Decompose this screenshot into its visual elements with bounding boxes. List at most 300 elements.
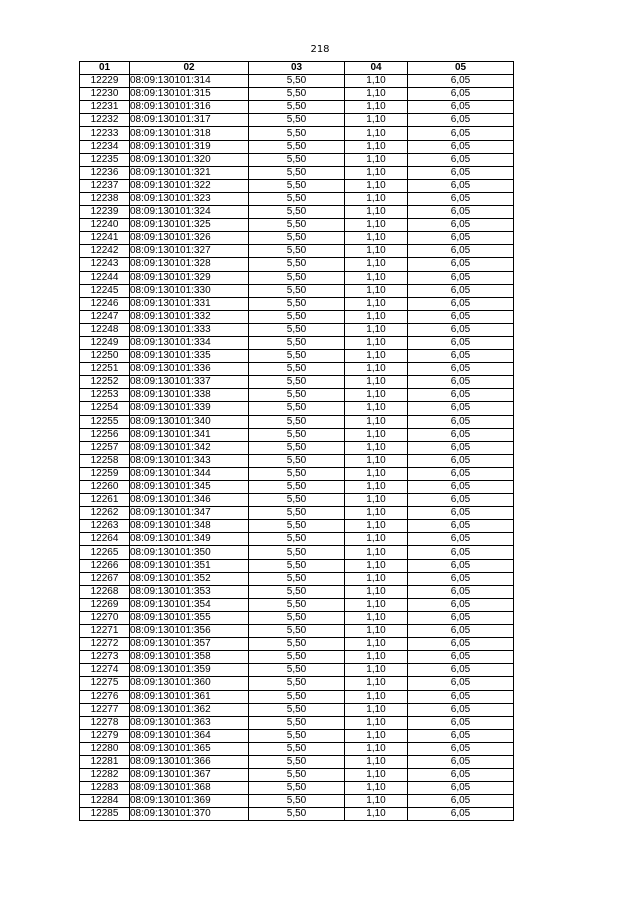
column-header-04: 04 (345, 62, 408, 75)
table-cell-col-5: 6,05 (408, 88, 514, 101)
table-row (80, 336, 514, 349)
table-cell-col-5: 6,05 (408, 336, 514, 349)
table-cell-col-4: 1,10 (345, 716, 408, 729)
table-row (80, 782, 514, 795)
table-cell-col-4: 1,10 (345, 808, 408, 821)
table-row (80, 153, 514, 166)
table-cell-col-1: 12271 (80, 625, 130, 638)
table-cell-col-3: 5,50 (249, 533, 345, 546)
table-row (80, 742, 514, 755)
table-cell-col-4: 1,10 (345, 219, 408, 232)
table-cell-col-2: 08:09:130101:340 (130, 415, 249, 428)
table-cell-col-3: 5,50 (249, 664, 345, 677)
table-cell-col-2: 08:09:130101:336 (130, 363, 249, 376)
table-cell-col-3: 5,50 (249, 795, 345, 808)
table-cell-col-2: 08:09:130101:362 (130, 703, 249, 716)
table-cell-col-3: 5,50 (249, 75, 345, 88)
table-cell-col-1: 12263 (80, 520, 130, 533)
table-row (80, 101, 514, 114)
table-cell-col-4: 1,10 (345, 651, 408, 664)
table-row (80, 350, 514, 363)
table-cell-col-3: 5,50 (249, 782, 345, 795)
table-cell-col-1: 12279 (80, 729, 130, 742)
table-cell-col-2: 08:09:130101:316 (130, 101, 249, 114)
table-cell-col-5: 6,05 (408, 101, 514, 114)
table-cell-col-5: 6,05 (408, 415, 514, 428)
table-cell-col-4: 1,10 (345, 192, 408, 205)
table-cell-col-2: 08:09:130101:369 (130, 795, 249, 808)
table-cell-col-1: 12253 (80, 389, 130, 402)
table-cell-col-2: 08:09:130101:341 (130, 428, 249, 441)
table-row (80, 219, 514, 232)
table-cell-col-4: 1,10 (345, 664, 408, 677)
table-cell-col-3: 5,50 (249, 179, 345, 192)
table-cell-col-3: 5,50 (249, 402, 345, 415)
table-cell-col-1: 12281 (80, 755, 130, 768)
table-cell-col-5: 6,05 (408, 520, 514, 533)
table-cell-col-2: 08:09:130101:344 (130, 467, 249, 480)
table-cell-col-3: 5,50 (249, 219, 345, 232)
table-cell-col-4: 1,10 (345, 75, 408, 88)
table-cell-col-3: 5,50 (249, 114, 345, 127)
table-cell-col-3: 5,50 (249, 363, 345, 376)
table-cell-col-5: 6,05 (408, 219, 514, 232)
table-cell-col-5: 6,05 (408, 140, 514, 153)
table-cell-col-2: 08:09:130101:319 (130, 140, 249, 153)
table-cell-col-1: 12232 (80, 114, 130, 127)
table-row (80, 664, 514, 677)
table-cell-col-3: 5,50 (249, 350, 345, 363)
table-row (80, 690, 514, 703)
table-cell-col-3: 5,50 (249, 585, 345, 598)
table-cell-col-4: 1,10 (345, 729, 408, 742)
table-cell-col-2: 08:09:130101:352 (130, 572, 249, 585)
table-cell-col-5: 6,05 (408, 625, 514, 638)
table-cell-col-4: 1,10 (345, 114, 408, 127)
table-cell-col-1: 12264 (80, 533, 130, 546)
table-cell-col-5: 6,05 (408, 716, 514, 729)
table-row (80, 297, 514, 310)
table-row (80, 559, 514, 572)
table-cell-col-4: 1,10 (345, 559, 408, 572)
table-cell-col-2: 08:09:130101:345 (130, 481, 249, 494)
table-cell-col-1: 12251 (80, 363, 130, 376)
table-cell-col-1: 12247 (80, 310, 130, 323)
table-cell-col-1: 12256 (80, 428, 130, 441)
table-cell-col-4: 1,10 (345, 585, 408, 598)
table-cell-col-5: 6,05 (408, 559, 514, 572)
table-cell-col-2: 08:09:130101:349 (130, 533, 249, 546)
table-cell-col-1: 12250 (80, 350, 130, 363)
table-cell-col-4: 1,10 (345, 271, 408, 284)
table-row (80, 192, 514, 205)
table-cell-col-1: 12262 (80, 507, 130, 520)
table-cell-col-1: 12244 (80, 271, 130, 284)
table-cell-col-1: 12239 (80, 206, 130, 219)
table-cell-col-1: 12258 (80, 454, 130, 467)
column-header-01: 01 (80, 62, 130, 75)
table-cell-col-1: 12237 (80, 179, 130, 192)
table-cell-col-4: 1,10 (345, 232, 408, 245)
table-cell-col-2: 08:09:130101:337 (130, 376, 249, 389)
table-cell-col-2: 08:09:130101:351 (130, 559, 249, 572)
table-cell-col-1: 12252 (80, 376, 130, 389)
table-cell-col-1: 12254 (80, 402, 130, 415)
data-table (79, 61, 514, 821)
table-cell-col-3: 5,50 (249, 88, 345, 101)
table-cell-col-3: 5,50 (249, 677, 345, 690)
table-cell-col-1: 12269 (80, 598, 130, 611)
table-cell-col-3: 5,50 (249, 323, 345, 336)
table-cell-col-2: 08:09:130101:347 (130, 507, 249, 520)
table-cell-col-5: 6,05 (408, 114, 514, 127)
table-cell-col-2: 08:09:130101:325 (130, 219, 249, 232)
table-cell-col-4: 1,10 (345, 428, 408, 441)
table-cell-col-3: 5,50 (249, 454, 345, 467)
table-cell-col-1: 12235 (80, 153, 130, 166)
table-cell-col-1: 12285 (80, 808, 130, 821)
table-row (80, 127, 514, 140)
table-cell-col-1: 12268 (80, 585, 130, 598)
table-row (80, 755, 514, 768)
table-cell-col-5: 6,05 (408, 310, 514, 323)
table-cell-col-3: 5,50 (249, 271, 345, 284)
table-cell-col-4: 1,10 (345, 206, 408, 219)
table-cell-col-5: 6,05 (408, 297, 514, 310)
table-cell-col-5: 6,05 (408, 350, 514, 363)
table-cell-col-2: 08:09:130101:329 (130, 271, 249, 284)
table-cell-col-3: 5,50 (249, 467, 345, 480)
table-cell-col-4: 1,10 (345, 795, 408, 808)
table-row (80, 179, 514, 192)
table-row (80, 363, 514, 376)
table-row (80, 481, 514, 494)
table-cell-col-4: 1,10 (345, 677, 408, 690)
table-cell-col-1: 12277 (80, 703, 130, 716)
table-cell-col-5: 6,05 (408, 598, 514, 611)
table-cell-col-2: 08:09:130101:360 (130, 677, 249, 690)
table-row (80, 114, 514, 127)
table-cell-col-2: 08:09:130101:367 (130, 769, 249, 782)
table-cell-col-5: 6,05 (408, 232, 514, 245)
table-cell-col-5: 6,05 (408, 323, 514, 336)
table-cell-col-4: 1,10 (345, 179, 408, 192)
table-cell-col-3: 5,50 (249, 769, 345, 782)
table-cell-col-2: 08:09:130101:317 (130, 114, 249, 127)
table-cell-col-5: 6,05 (408, 572, 514, 585)
table-cell-col-3: 5,50 (249, 336, 345, 349)
table-cell-col-4: 1,10 (345, 533, 408, 546)
table-cell-col-2: 08:09:130101:366 (130, 755, 249, 768)
table-cell-col-1: 12282 (80, 769, 130, 782)
table-cell-col-2: 08:09:130101:346 (130, 494, 249, 507)
table-cell-col-5: 6,05 (408, 206, 514, 219)
table-cell-col-1: 12243 (80, 258, 130, 271)
table-cell-col-4: 1,10 (345, 363, 408, 376)
table-row (80, 284, 514, 297)
table-cell-col-2: 08:09:130101:348 (130, 520, 249, 533)
table-row (80, 625, 514, 638)
table-cell-col-2: 08:09:130101:356 (130, 625, 249, 638)
table-cell-col-3: 5,50 (249, 625, 345, 638)
table-cell-col-2: 08:09:130101:334 (130, 336, 249, 349)
table-row (80, 808, 514, 821)
table-cell-col-4: 1,10 (345, 376, 408, 389)
table-cell-col-2: 08:09:130101:320 (130, 153, 249, 166)
table-cell-col-2: 08:09:130101:364 (130, 729, 249, 742)
table-cell-col-4: 1,10 (345, 88, 408, 101)
table-cell-col-4: 1,10 (345, 245, 408, 258)
table-cell-col-3: 5,50 (249, 376, 345, 389)
table-cell-col-3: 5,50 (249, 140, 345, 153)
table-cell-col-5: 6,05 (408, 153, 514, 166)
table-cell-col-1: 12230 (80, 88, 130, 101)
table-cell-col-5: 6,05 (408, 664, 514, 677)
table-cell-col-4: 1,10 (345, 625, 408, 638)
table-cell-col-4: 1,10 (345, 101, 408, 114)
table-cell-col-2: 08:09:130101:338 (130, 389, 249, 402)
table-cell-col-2: 08:09:130101:327 (130, 245, 249, 258)
table-cell-col-4: 1,10 (345, 769, 408, 782)
table-cell-col-5: 6,05 (408, 271, 514, 284)
table-row (80, 572, 514, 585)
table-cell-col-4: 1,10 (345, 153, 408, 166)
table-cell-col-4: 1,10 (345, 742, 408, 755)
table-cell-col-4: 1,10 (345, 310, 408, 323)
table-cell-col-5: 6,05 (408, 192, 514, 205)
table-cell-col-5: 6,05 (408, 454, 514, 467)
table-cell-col-2: 08:09:130101:323 (130, 192, 249, 205)
table-cell-col-2: 08:09:130101:331 (130, 297, 249, 310)
table-cell-col-1: 12267 (80, 572, 130, 585)
table-cell-col-2: 08:09:130101:343 (130, 454, 249, 467)
table-cell-col-4: 1,10 (345, 520, 408, 533)
table-cell-col-4: 1,10 (345, 494, 408, 507)
table-cell-col-4: 1,10 (345, 782, 408, 795)
table-cell-col-5: 6,05 (408, 258, 514, 271)
table-cell-col-4: 1,10 (345, 638, 408, 651)
table-cell-col-5: 6,05 (408, 507, 514, 520)
table-cell-col-2: 08:09:130101:318 (130, 127, 249, 140)
table-cell-col-3: 5,50 (249, 808, 345, 821)
table-cell-col-4: 1,10 (345, 140, 408, 153)
table-cell-col-1: 12255 (80, 415, 130, 428)
table-row (80, 467, 514, 480)
table-cell-col-3: 5,50 (249, 638, 345, 651)
table-cell-col-5: 6,05 (408, 75, 514, 88)
table-row (80, 716, 514, 729)
table-row (80, 75, 514, 88)
table-row (80, 428, 514, 441)
table-cell-col-4: 1,10 (345, 481, 408, 494)
table-row (80, 520, 514, 533)
table-cell-col-5: 6,05 (408, 494, 514, 507)
table-cell-col-5: 6,05 (408, 402, 514, 415)
table-row (80, 271, 514, 284)
table-cell-col-3: 5,50 (249, 232, 345, 245)
table-cell-col-5: 6,05 (408, 729, 514, 742)
table-cell-col-3: 5,50 (249, 101, 345, 114)
table-cell-col-3: 5,50 (249, 690, 345, 703)
table-row (80, 166, 514, 179)
table-cell-col-4: 1,10 (345, 127, 408, 140)
table-cell-col-1: 12233 (80, 127, 130, 140)
table-header-row (80, 62, 514, 75)
column-header-02: 02 (130, 62, 249, 75)
table-row (80, 795, 514, 808)
table-cell-col-1: 12242 (80, 245, 130, 258)
table-cell-col-2: 08:09:130101:354 (130, 598, 249, 611)
table-cell-col-3: 5,50 (249, 258, 345, 271)
table-cell-col-1: 12261 (80, 494, 130, 507)
table-row (80, 415, 514, 428)
table-cell-col-4: 1,10 (345, 611, 408, 624)
table-cell-col-3: 5,50 (249, 192, 345, 205)
table-row (80, 494, 514, 507)
table-row (80, 206, 514, 219)
table-row (80, 638, 514, 651)
table-cell-col-3: 5,50 (249, 153, 345, 166)
column-header-05: 05 (408, 62, 514, 75)
table-cell-col-5: 6,05 (408, 284, 514, 297)
table-cell-col-5: 6,05 (408, 795, 514, 808)
table-cell-col-5: 6,05 (408, 769, 514, 782)
table-cell-col-5: 6,05 (408, 533, 514, 546)
table-cell-col-1: 12248 (80, 323, 130, 336)
table-cell-col-1: 12270 (80, 611, 130, 624)
table-cell-col-4: 1,10 (345, 441, 408, 454)
table-cell-col-3: 5,50 (249, 481, 345, 494)
table-cell-col-1: 12274 (80, 664, 130, 677)
table-cell-col-1: 12246 (80, 297, 130, 310)
table-cell-col-2: 08:09:130101:365 (130, 742, 249, 755)
table-cell-col-1: 12265 (80, 546, 130, 559)
table-row (80, 323, 514, 336)
table-cell-col-1: 12236 (80, 166, 130, 179)
table-row (80, 533, 514, 546)
table-row (80, 769, 514, 782)
table-cell-col-1: 12257 (80, 441, 130, 454)
table-cell-col-5: 6,05 (408, 363, 514, 376)
table-cell-col-4: 1,10 (345, 402, 408, 415)
table-cell-col-1: 12240 (80, 219, 130, 232)
table-cell-col-5: 6,05 (408, 690, 514, 703)
table-cell-col-3: 5,50 (249, 546, 345, 559)
table-cell-col-3: 5,50 (249, 703, 345, 716)
table-cell-col-5: 6,05 (408, 755, 514, 768)
table-cell-col-4: 1,10 (345, 755, 408, 768)
table-cell-col-5: 6,05 (408, 742, 514, 755)
table-cell-col-2: 08:09:130101:357 (130, 638, 249, 651)
table-cell-col-5: 6,05 (408, 808, 514, 821)
table-cell-col-3: 5,50 (249, 127, 345, 140)
table-cell-col-3: 5,50 (249, 494, 345, 507)
table-cell-col-2: 08:09:130101:363 (130, 716, 249, 729)
table-cell-col-3: 5,50 (249, 651, 345, 664)
table-row (80, 402, 514, 415)
table-cell-col-2: 08:09:130101:333 (130, 323, 249, 336)
table-cell-col-3: 5,50 (249, 415, 345, 428)
table-cell-col-1: 12276 (80, 690, 130, 703)
table-cell-col-4: 1,10 (345, 323, 408, 336)
table-cell-col-3: 5,50 (249, 428, 345, 441)
table-cell-col-2: 08:09:130101:353 (130, 585, 249, 598)
table-cell-col-1: 12273 (80, 651, 130, 664)
table-cell-col-4: 1,10 (345, 598, 408, 611)
table-cell-col-2: 08:09:130101:361 (130, 690, 249, 703)
table-cell-col-1: 12278 (80, 716, 130, 729)
table-cell-col-1: 12229 (80, 75, 130, 88)
table-cell-col-4: 1,10 (345, 284, 408, 297)
table-cell-col-5: 6,05 (408, 481, 514, 494)
table-cell-col-3: 5,50 (249, 559, 345, 572)
table-body (80, 75, 514, 821)
table-cell-col-5: 6,05 (408, 651, 514, 664)
table-cell-col-2: 08:09:130101:368 (130, 782, 249, 795)
page-number: 218 (310, 44, 330, 55)
table-cell-col-1: 12249 (80, 336, 130, 349)
table-row (80, 611, 514, 624)
table-cell-col-3: 5,50 (249, 742, 345, 755)
table-cell-col-2: 08:09:130101:350 (130, 546, 249, 559)
table-cell-col-3: 5,50 (249, 166, 345, 179)
table-cell-col-4: 1,10 (345, 336, 408, 349)
table-row (80, 729, 514, 742)
table-cell-col-4: 1,10 (345, 297, 408, 310)
table-cell-col-4: 1,10 (345, 703, 408, 716)
table-cell-col-4: 1,10 (345, 350, 408, 363)
table-cell-col-3: 5,50 (249, 598, 345, 611)
table-cell-col-4: 1,10 (345, 507, 408, 520)
table-cell-col-5: 6,05 (408, 127, 514, 140)
table-row (80, 441, 514, 454)
table-cell-col-1: 12280 (80, 742, 130, 755)
table-row (80, 389, 514, 402)
table-row (80, 677, 514, 690)
table-row (80, 376, 514, 389)
table-row (80, 585, 514, 598)
table-cell-col-3: 5,50 (249, 245, 345, 258)
table-cell-col-5: 6,05 (408, 166, 514, 179)
table-cell-col-3: 5,50 (249, 206, 345, 219)
column-header-03: 03 (249, 62, 345, 75)
table-row (80, 454, 514, 467)
table-cell-col-3: 5,50 (249, 716, 345, 729)
table-cell-col-2: 08:09:130101:359 (130, 664, 249, 677)
table-cell-col-4: 1,10 (345, 546, 408, 559)
table-cell-col-4: 1,10 (345, 389, 408, 402)
table-cell-col-1: 12241 (80, 232, 130, 245)
table-cell-col-2: 08:09:130101:326 (130, 232, 249, 245)
table-cell-col-2: 08:09:130101:339 (130, 402, 249, 415)
table-cell-col-5: 6,05 (408, 245, 514, 258)
table-row (80, 140, 514, 153)
table-cell-col-5: 6,05 (408, 179, 514, 192)
table-cell-col-5: 6,05 (408, 467, 514, 480)
table-cell-col-5: 6,05 (408, 611, 514, 624)
table-cell-col-3: 5,50 (249, 520, 345, 533)
table-cell-col-2: 08:09:130101:330 (130, 284, 249, 297)
table-row (80, 310, 514, 323)
table-cell-col-4: 1,10 (345, 454, 408, 467)
table-cell-col-5: 6,05 (408, 376, 514, 389)
table-cell-col-4: 1,10 (345, 166, 408, 179)
table-cell-col-2: 08:09:130101:370 (130, 808, 249, 821)
table-cell-col-5: 6,05 (408, 441, 514, 454)
table-cell-col-4: 1,10 (345, 690, 408, 703)
table-cell-col-2: 08:09:130101:358 (130, 651, 249, 664)
table-row (80, 546, 514, 559)
